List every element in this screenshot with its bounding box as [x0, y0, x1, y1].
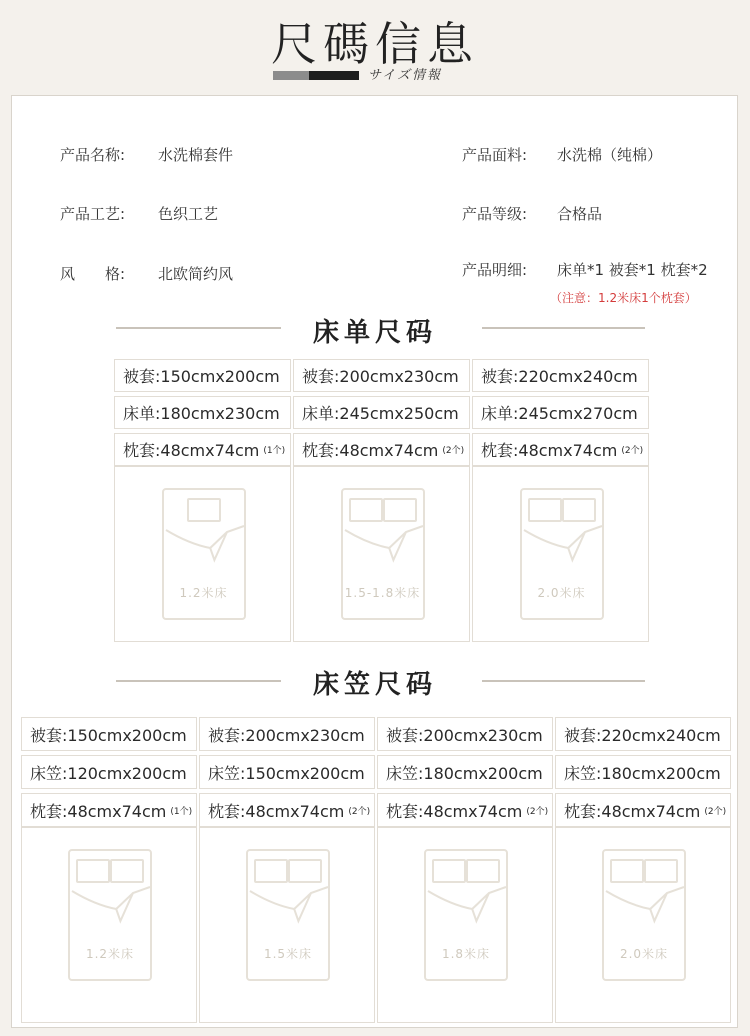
- bed-size-label: 1.2米床: [85, 947, 135, 961]
- sheet-size-cell: [377, 755, 553, 789]
- product-grade-label: 产品等级:: [462, 205, 528, 223]
- duvet-fold-icon: [426, 851, 510, 983]
- bed-diagram-area: [293, 466, 470, 642]
- duvet-fold-icon: [248, 851, 332, 983]
- pillow-count: (1个): [170, 806, 193, 817]
- title-underline-dark: [309, 71, 359, 80]
- sheet-size-cell-text: 床单:180cmx230cm: [123, 404, 280, 423]
- pillow-count: (2个): [442, 446, 465, 456]
- bed-diagram-area: [377, 827, 553, 1023]
- duvet-fold-icon: [70, 851, 154, 983]
- sheet-size-cell-text: 床单:245cmx270cm: [481, 404, 638, 423]
- bed-icon: [246, 849, 330, 981]
- product-name-value: 水洗棉套件: [158, 146, 234, 164]
- bed-icon: [341, 488, 425, 620]
- sheet-size-cell: [199, 755, 375, 789]
- product-name-label: 产品名称:: [60, 146, 126, 164]
- bed-icon: [424, 849, 508, 981]
- pillow-size-cell: [21, 793, 197, 827]
- pillow-size-cell-text: 枕套:48cmx74cm: [30, 801, 167, 821]
- product-craft-value: 色织工艺: [158, 205, 219, 223]
- sheet-size-cell: [114, 396, 291, 429]
- bed-size-label: 1.2米床: [179, 586, 228, 600]
- duvet-size-cell-text: 被套:220cmx240cm: [564, 725, 721, 745]
- bed-diagram-area: [21, 827, 197, 1023]
- duvet-size-cell-text: 被套:200cmx230cm: [386, 725, 543, 745]
- product-detail-label: 产品明细:: [462, 261, 528, 279]
- product-style-value: 北欧简约风: [158, 265, 234, 283]
- bed-icon: [162, 488, 246, 620]
- page-title: 尺碼信息: [271, 17, 479, 71]
- pillow-note: （注意：1.2米床1个枕套）: [550, 291, 697, 305]
- bed-icon: [68, 849, 152, 981]
- pillow-size-cell: [555, 793, 731, 827]
- sheet-size-cell-text: 床笠:120cmx200cm: [30, 763, 187, 783]
- duvet-size-cell: [555, 717, 731, 751]
- sheet-size-cell: [293, 396, 470, 429]
- pillow-size-cell-text: 枕套:48cmx74cm: [302, 441, 439, 460]
- duvet-size-cell-text: 被套:150cmx200cm: [30, 725, 187, 745]
- sheet-size-cell-text: 床笠:150cmx200cm: [208, 763, 365, 783]
- duvet-size-cell: [21, 717, 197, 751]
- product-grade-value: 合格品: [557, 205, 603, 223]
- sheet-size-cell-text: 床单:245cmx250cm: [302, 404, 459, 423]
- bed-size-label: 1.5米床: [263, 947, 313, 961]
- duvet-size-cell: [114, 359, 291, 392]
- duvet-size-cell: [199, 717, 375, 751]
- pillow-count: (2个): [526, 806, 549, 817]
- bed-size-label: 2.0米床: [619, 947, 669, 961]
- bed-diagram-area: [555, 827, 731, 1023]
- pillow-size-cell-text: 枕套:48cmx74cm: [386, 801, 523, 821]
- bed-size-label: 2.0米床: [537, 586, 586, 600]
- duvet-fold-icon: [522, 490, 606, 622]
- product-style-label: 风 格:: [60, 265, 126, 283]
- bed-icon: [602, 849, 686, 981]
- pillow-size-cell: [293, 433, 470, 466]
- bed-diagram-area: [114, 466, 291, 642]
- product-fabric-value: 水洗棉（纯棉）: [557, 146, 663, 164]
- sheet-size-cell-text: 床笠:180cmx200cm: [564, 763, 721, 783]
- sheet-size-cell: [21, 755, 197, 789]
- sheet-size-title: 床单尺码: [312, 318, 437, 348]
- bed-diagram-area: [199, 827, 375, 1023]
- fitted-size-title: 床笠尺码: [312, 670, 437, 700]
- pillow-size-cell: [114, 433, 291, 466]
- bed-size-label: 1.8米床: [441, 947, 491, 961]
- duvet-fold-icon: [604, 851, 688, 983]
- bed-icon: [520, 488, 604, 620]
- product-fabric-label: 产品面料:: [462, 146, 528, 164]
- pillow-size-cell: [472, 433, 649, 466]
- duvet-size-cell-text: 被套:150cmx200cm: [123, 367, 280, 386]
- duvet-size-cell-text: 被套:200cmx230cm: [208, 725, 365, 745]
- pillow-count: (2个): [348, 806, 371, 817]
- pillow-size-cell-text: 枕套:48cmx74cm: [208, 801, 345, 821]
- page-subtitle: サイズ情報: [368, 68, 442, 83]
- pillow-count: (2个): [621, 446, 644, 456]
- duvet-size-cell-text: 被套:220cmx240cm: [481, 367, 638, 386]
- pillow-size-cell-text: 枕套:48cmx74cm: [481, 441, 618, 460]
- pillow-size-cell-text: 枕套:48cmx74cm: [123, 441, 260, 460]
- pillow-size-cell: [199, 793, 375, 827]
- duvet-fold-icon: [164, 490, 248, 622]
- pillow-size-cell: [377, 793, 553, 827]
- duvet-size-cell: [293, 359, 470, 392]
- pillow-size-cell-text: 枕套:48cmx74cm: [564, 801, 701, 821]
- pillow-count: (1个): [263, 446, 286, 456]
- product-detail-value: 床单*1 被套*1 枕套*2: [557, 261, 708, 279]
- duvet-size-cell-text: 被套:200cmx230cm: [302, 367, 459, 386]
- duvet-size-cell: [377, 717, 553, 751]
- sheet-size-cell: [555, 755, 731, 789]
- bed-size-label: 1.5-1.8米床: [344, 586, 421, 600]
- sheet-size-cell: [472, 396, 649, 429]
- bed-diagram-area: [472, 466, 649, 642]
- sheet-size-cell-text: 床笠:180cmx200cm: [386, 763, 543, 783]
- duvet-size-cell: [472, 359, 649, 392]
- product-craft-label: 产品工艺:: [60, 205, 126, 223]
- title-underline-gray: [273, 71, 309, 80]
- duvet-fold-icon: [343, 490, 427, 622]
- pillow-count: (2个): [704, 806, 727, 817]
